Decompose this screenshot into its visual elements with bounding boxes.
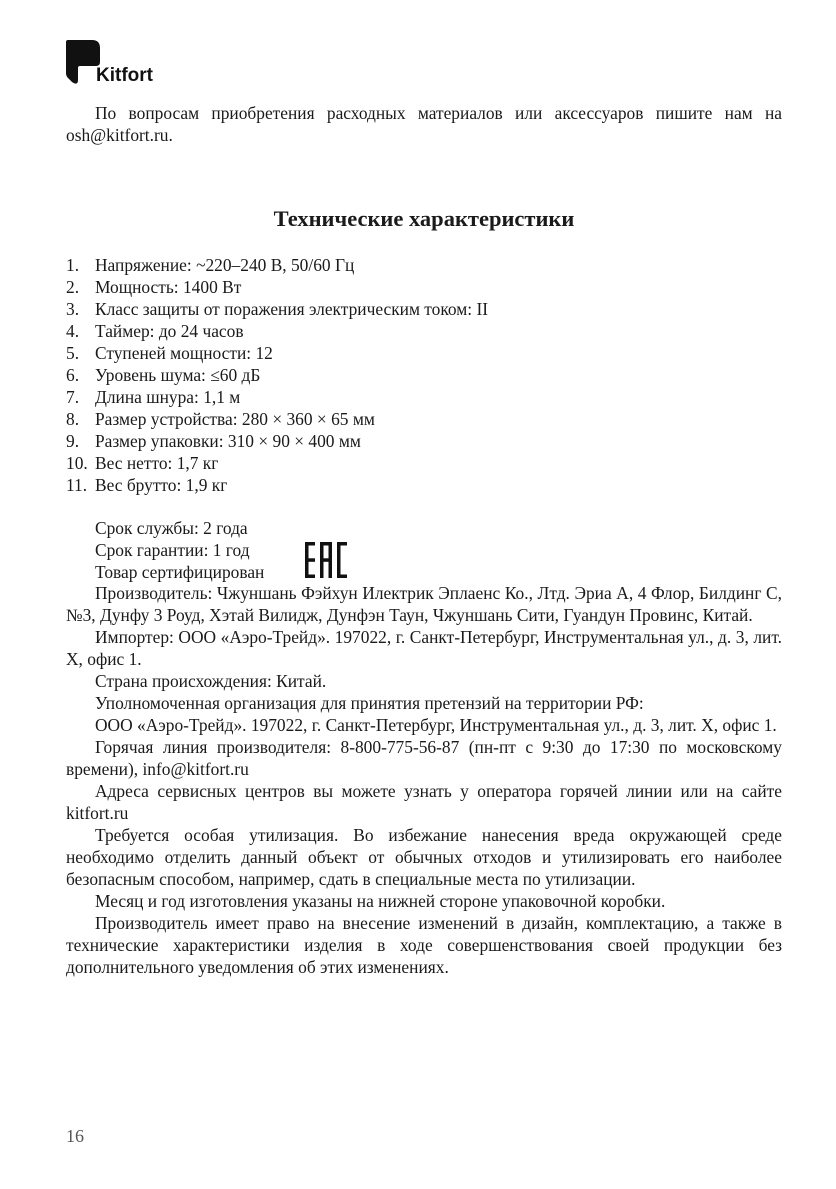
origin-paragraph: Страна происхождения: Китай. [95,671,327,691]
spec-number: 3. [66,299,80,319]
spec-item [66,276,488,298]
spec-item [66,474,488,496]
hotline-paragraph: Горячая линия производителя: 8-800-775-56-87 (пн-пт с 9:30 до 17:30 по московскому времени), info@kitfort.ru [66,737,782,779]
spec-number: 6. [66,365,80,385]
authorized-org-heading: Уполномоченная организация для принятия претензий на территории РФ: [95,693,644,713]
spec-number: 5. [66,343,80,363]
importer-paragraph: Импортер: ООО «Аэро-Трейд». 197022, г. Санкт-Петербург, Инструментальная ул., д. 3, лит. Х, офис 1. [66,627,782,669]
spec-text: Ступеней мощности: 12 [95,343,273,363]
service-life: Срок службы: 2 года [95,518,248,538]
spec-number: 9. [66,431,80,451]
spec-text: Вес брутто: 1,9 кг [95,475,228,495]
certification-note: Товар сертифицирован [95,562,265,582]
intro-paragraph: По вопросам приобретения расходных материалов или аксессуаров пишите нам на osh@kitfort.ru. [66,103,782,145]
spec-number: 11. [66,475,88,495]
kitfort-logo-mark [66,40,100,86]
spec-item [66,408,488,430]
spec-text: Таймер: до 24 часов [95,321,244,341]
logo-text: Kitfort [96,65,153,86]
spec-text: Вес нетто: 1,7 кг [95,453,219,473]
spec-text: Класс защиты от поражения электрическим током: II [95,299,489,319]
service-info [95,517,264,583]
spec-text: Напряжение: ~220–240 В, 50/60 Гц [95,255,355,275]
changes-notice-paragraph: Производитель имеет право на внесение изменений в дизайн, комплектацию, а также в технические характеристики изделия в ходе совершенствования своей продукции без дополнительного уведомления об этих изменениях. [66,913,782,977]
authorized-org-paragraph: ООО «Аэро-Трейд». 197022, г. Санкт-Петербург, Инструментальная ул., д. 3, лит. Х, офис 1. [95,715,777,735]
warranty-period: Срок гарантии: 1 год [95,540,250,560]
spec-text: Уровень шума: ≤60 дБ [95,365,261,385]
spec-number: 7. [66,387,80,407]
spec-text: Размер упаковки: 310 × 90 × 400 мм [95,431,361,451]
spec-item [66,254,488,276]
page-number: 16 [66,1126,84,1146]
legal-info [66,582,782,978]
spec-text: Размер устройства: 280 × 360 × 65 мм [95,409,375,429]
kitfort-logo [66,40,176,90]
page-title: Технические характеристики [273,206,575,231]
manufacture-date-paragraph: Месяц и год изготовления указаны на нижней стороне упаковочной коробки. [95,891,666,911]
spec-text: Длина шнура: 1,1 м [95,387,241,407]
service-centers-paragraph: Адреса сервисных центров вы можете узнать у оператора горячей линии или на сайте kitfort.ru [66,781,782,823]
spec-item [66,386,488,408]
manufacturer-paragraph: Производитель: Чжуншань Фэйхун Илектрик Эплаенс Ко., Лтд. Эриа А, 4 Флор, Билдинг С, №3, Дунфу 3 Роуд, Хэтай Вилидж, Дунфэн Таун, Чжуншань Сити, Гуандун Провинс, Китай. [66,583,782,625]
spec-number: 1. [66,255,80,275]
spec-number: 8. [66,409,80,429]
spec-item [66,452,488,474]
spec-item [66,430,488,452]
eac-mark-icon [305,542,347,583]
spec-item [66,298,488,320]
spec-item [66,342,488,364]
spec-number: 4. [66,321,80,341]
spec-text: Мощность: 1400 Вт [95,277,242,297]
specs-list [66,254,488,496]
spec-number: 10. [66,453,88,473]
spec-item [66,320,488,342]
spec-item [66,364,488,386]
disposal-paragraph: Требуется особая утилизация. Во избежание нанесения вреда окружающей среде необходимо отделить данный объект от обычных отходов и утилизировать его наиболее безопасным способом, например, сдать в специальные места по утилизации. [66,825,782,889]
spec-number: 2. [66,277,80,297]
